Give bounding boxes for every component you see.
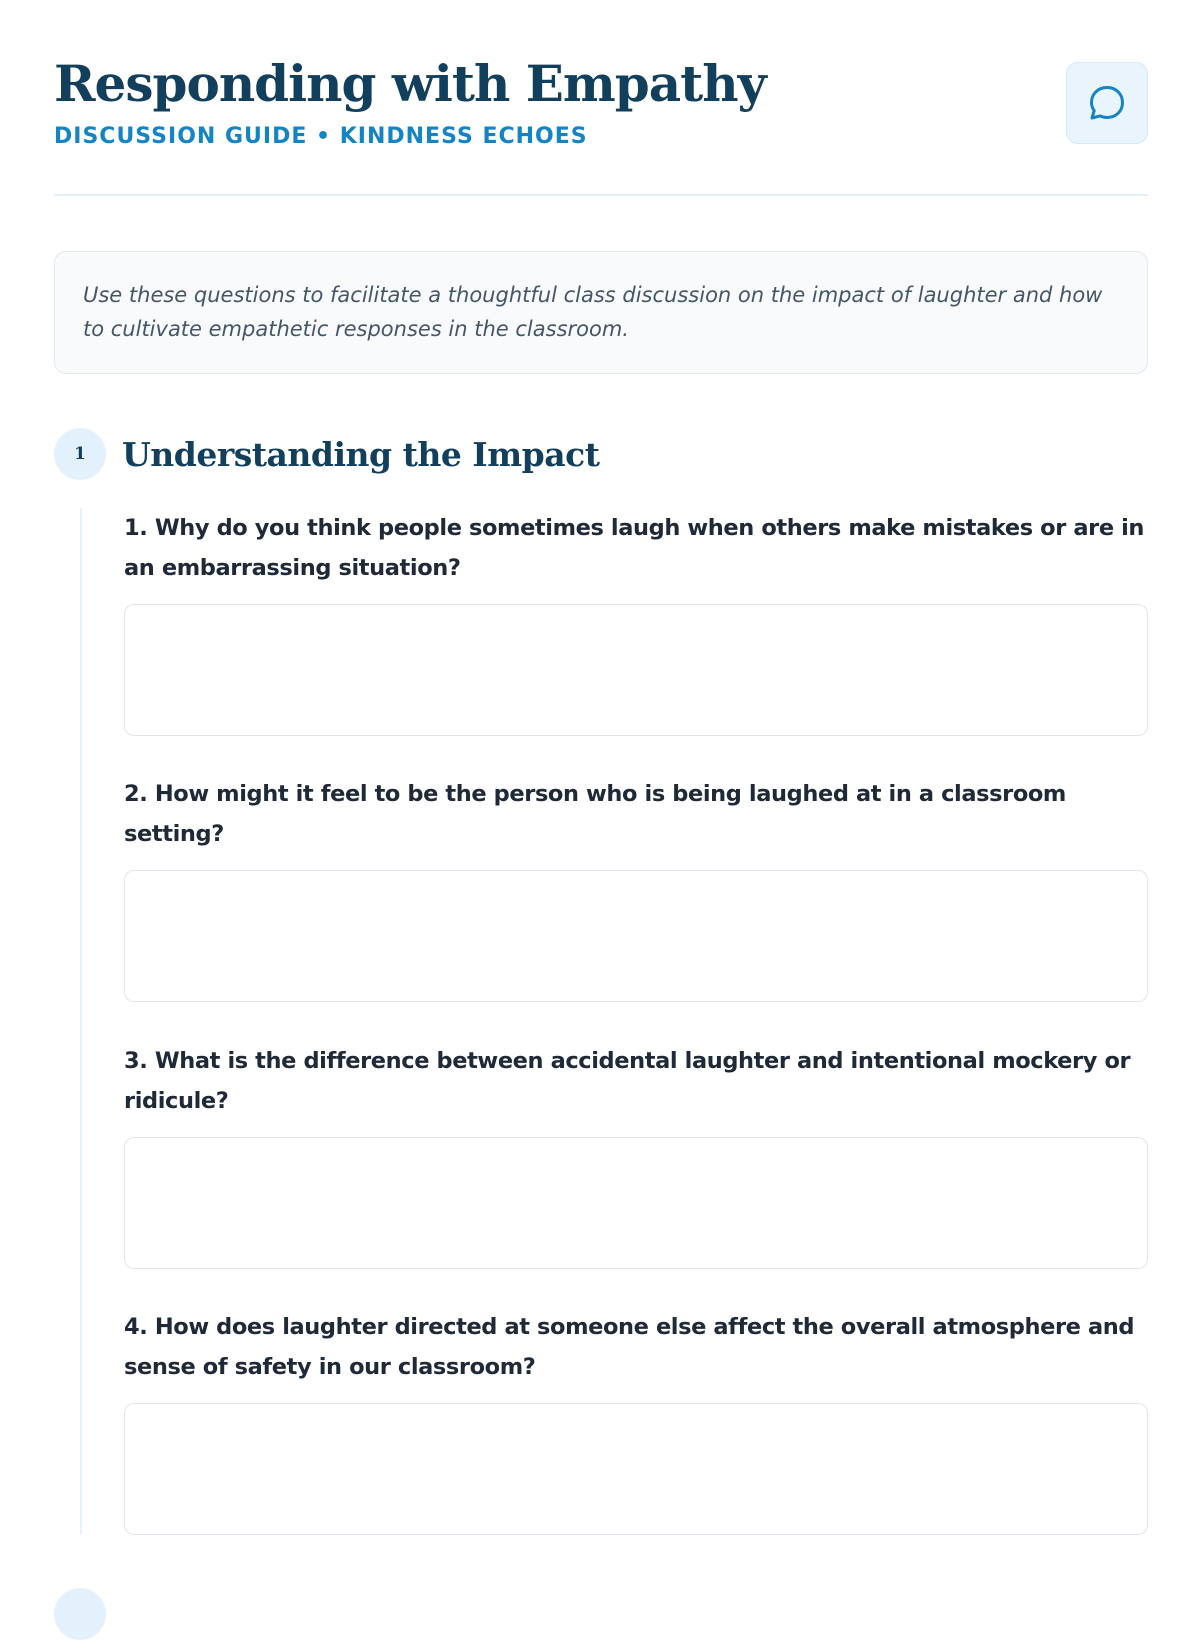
answer-field-2[interactable]: [124, 870, 1148, 1002]
question-2: [124, 774, 1148, 1002]
answer-field-4[interactable]: [124, 1403, 1148, 1535]
question-4: [124, 1307, 1148, 1535]
question-text: 2. How might it feel to be the person who is being laughed at in a classroom setting?: [124, 781, 1066, 847]
page-title: Responding with Empathy: [54, 54, 766, 113]
question-1: [124, 508, 1148, 736]
question-text: 4. How does laughter directed at someone else affect the overall atmosphere and sense of safety in our classroom?: [124, 1314, 1135, 1380]
question-text: 3. What is the difference between accidental laughter and intentional mockery or ridicule?: [124, 1048, 1131, 1114]
answer-field-1[interactable]: [124, 604, 1148, 736]
next-section-badge: [54, 1588, 106, 1640]
question-3: [124, 1041, 1148, 1269]
discussion-guide-page: [54, 0, 1148, 1380]
intro-text: Use these questions to facilitate a thoughtful class discussion on the impact of laughter and how to cultivate empathetic responses in the classroom.: [83, 283, 1103, 341]
answer-field-3[interactable]: [124, 1137, 1148, 1269]
section-divider-line: [80, 508, 82, 1534]
section-number-badge: 1: [54, 428, 106, 480]
page-subtitle: DISCUSSION GUIDE • KINDNESS ECHOES: [54, 124, 588, 149]
question-text: 1. Why do you think people sometimes laugh when others make mistakes or are in an embarrassing situation?: [124, 515, 1145, 581]
chat-button[interactable]: [1066, 62, 1148, 144]
page-header: [54, 0, 1148, 196]
section-title: Understanding the Impact: [122, 434, 600, 474]
speech-bubble-icon: [1087, 83, 1127, 123]
intro-callout: [54, 251, 1148, 374]
section-heading: [54, 428, 599, 480]
